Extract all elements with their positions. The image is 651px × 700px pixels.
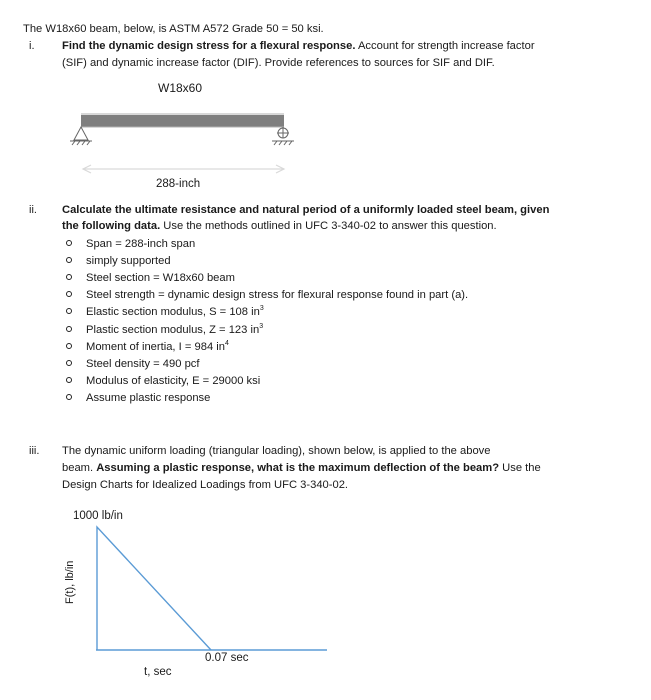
given-data-text: Steel strength = dynamic design stress for flexural response found in part (a). (86, 289, 469, 302)
x-axis-label: t, sec (144, 666, 172, 678)
intro-text: The W18x60 beam, below, is ASTM A572 Grade 50 = 50 ksi. (23, 23, 324, 35)
given-data-text: Plastic section modulus, Z = 123 in (86, 323, 260, 336)
part2-question-line1: Calculate the ultimate resistance and natural period of a uniformly loaded steel beam, given (62, 204, 550, 216)
part3-line1: The dynamic uniform loading (triangular loading), shown below, is applied to the above (62, 445, 491, 457)
part2-numeral: ii. (29, 204, 37, 216)
unit-exponent: 3 (259, 305, 264, 313)
part3-question: Assuming a plastic response, what is the maximum deflection of the beam? (96, 462, 500, 474)
duration-label: 0.07 sec (205, 652, 249, 664)
part3-numeral: iii. (29, 445, 40, 457)
part3-line3: Design Charts for Idealized Loadings from UFC 3-340-02. (62, 479, 349, 491)
part1-question: Find the dynamic design stress for a flexural response. (62, 40, 356, 52)
part1-line2: (SIF) and dynamic increase factor (DIF). Provide references to sources for SIF and DIF. (62, 57, 495, 69)
part1-line1-rest: Account for strength increase factor (355, 40, 535, 52)
given-data-text: simply supported (86, 255, 171, 268)
part2-line2-rest: Use the methods outlined in UFC 3-340-02 to answer this question. (160, 220, 497, 232)
given-data-text: Assume plastic response (86, 391, 211, 404)
given-data-text: Elastic section modulus, S = 108 in (86, 306, 260, 319)
given-data-text: Steel section = W18x60 beam (86, 272, 235, 285)
part3-line2-start: beam. (62, 462, 97, 474)
beam-label: W18x60 (158, 81, 203, 95)
part3-line2-rest: Use the (499, 462, 541, 474)
peak-load-label: 1000 lb/in (73, 510, 123, 522)
unit-exponent: 4 (225, 339, 229, 347)
given-data-text: Modulus of elasticity, E = 29000 ksi (86, 374, 261, 387)
span-label: 288-inch (156, 178, 201, 190)
given-data-text: Steel density = 490 pcf (86, 357, 200, 370)
part1-numeral: i. (29, 40, 35, 52)
given-data-text: Span = 288-inch span (86, 238, 196, 250)
part2-question-line2: the following data. (62, 220, 161, 232)
triangular-load-line (97, 527, 211, 650)
given-data-text: Moment of inertia, I = 984 in (86, 340, 225, 353)
unit-exponent: 3 (259, 322, 264, 330)
y-axis-label: F(t), lb/in (64, 560, 76, 604)
